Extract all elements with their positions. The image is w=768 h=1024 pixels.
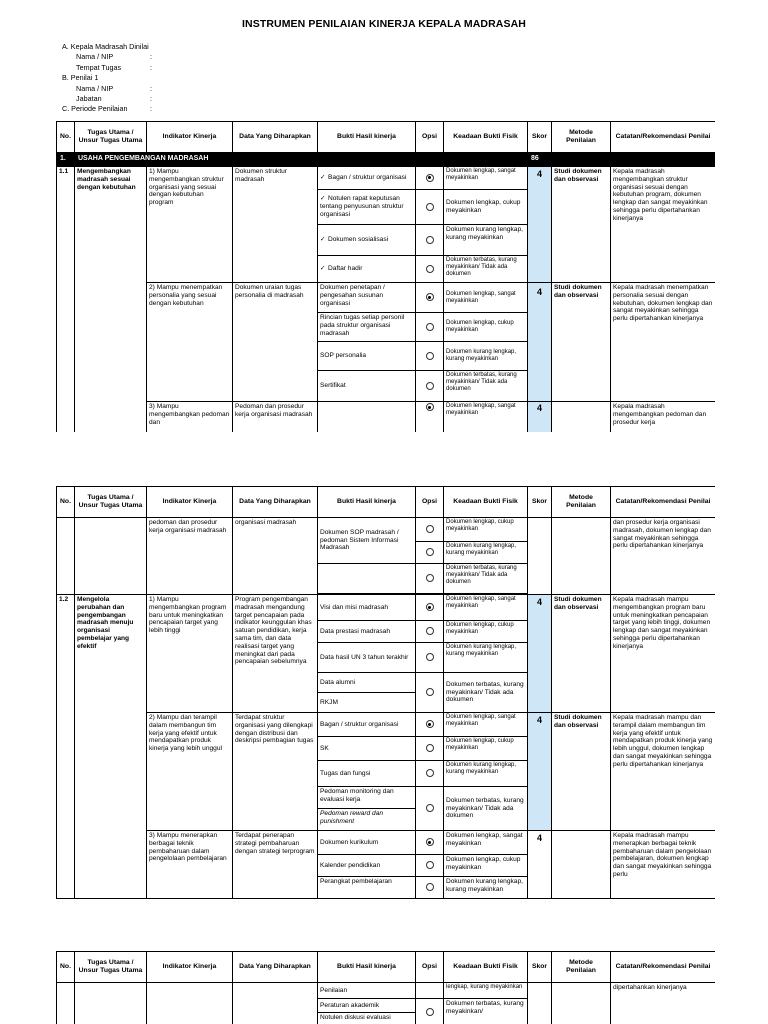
option-cell[interactable] bbox=[416, 313, 444, 342]
check-icon: ✓ bbox=[320, 265, 326, 273]
evidence-item bbox=[318, 167, 416, 190]
condition-text: Dokumen lengkap, sangat meyakinkan bbox=[444, 713, 528, 737]
evidence-item: Peraturan akademik bbox=[318, 999, 416, 1013]
condition-text: Dokumen lengkap, sangat meyakinkan bbox=[444, 595, 528, 621]
expected-data: Dokumen uraian tugas personalia di madrasah bbox=[233, 283, 318, 402]
evidence-item: RKJM bbox=[318, 693, 416, 713]
condition-text: Dokumen lengkap, cukup meyakinkan bbox=[444, 621, 528, 643]
evidence-item: Rincian tugas setiap personil pada struktur organisasi madrasah bbox=[318, 313, 416, 342]
condition-text: lengkap, kurang meyakinkan bbox=[444, 983, 528, 999]
header-indikator: Indikator Kinerja bbox=[147, 487, 233, 518]
score-cell bbox=[528, 983, 552, 1024]
label-jabatan: Jabatan bbox=[76, 94, 102, 104]
header-data: Data Yang Diharapkan bbox=[233, 122, 318, 153]
score-value: 4 bbox=[528, 831, 552, 899]
expected-data: Program pengembangan madrasah mengandung target pencapaian pada indikator keunggulan khas satuan pendidikan, kerja sama tim, dan data realisasi target yang meningkat dari pada pencapaian sebelumnya bbox=[233, 595, 318, 713]
header-catatan: Catatan/Rekomendasi Penilai bbox=[611, 952, 716, 983]
check-icon: ✓ bbox=[320, 236, 326, 244]
indicator-number: 3) bbox=[149, 403, 155, 410]
option-cell[interactable] bbox=[416, 621, 444, 643]
condition-text: Dokumen lengkap, sangat meyakinkan bbox=[444, 167, 528, 190]
method-text: Studi dokumen dan observasi bbox=[552, 283, 611, 402]
radio-selected-icon[interactable] bbox=[426, 403, 434, 411]
method-text bbox=[552, 831, 611, 899]
option-cell[interactable] bbox=[416, 877, 444, 899]
evidence-item bbox=[318, 190, 416, 225]
label-c: C. Periode Penilaian bbox=[62, 104, 128, 114]
option-cell[interactable] bbox=[416, 999, 444, 1024]
indicator-label: Mampu mengembangkan program baru untuk meningkatkan pencapaian target yang lebih tinggi bbox=[149, 596, 227, 635]
condition-text: Dokumen lengkap, sangat meyakinkan bbox=[444, 831, 528, 855]
indicator-label: Mampu mengembangkan pedoman dan bbox=[149, 403, 230, 426]
radio-icon[interactable] bbox=[426, 688, 434, 696]
evidence-item: Pedoman monitoring dan evaluasi kerja bbox=[318, 787, 416, 809]
evidence-item: Dokumen SOP madrasah / pedoman Sistem Informasi Madrasah bbox=[318, 518, 416, 564]
recommendation-text: Kepala madrasah mampu menerapkan berbagai teknik pembaharuan dalam pengelolaan pembelajaran, dokumen lengkap dan sangat meyakinkan sehingga perlu bbox=[611, 831, 716, 899]
radio-selected-icon[interactable] bbox=[426, 293, 434, 301]
header-keadaan: Keadaan Bukti Fisik bbox=[444, 952, 528, 983]
condition-text: Dokumen kurang lengkap, kurang meyakinkan bbox=[444, 643, 528, 673]
evidence-item: SK bbox=[318, 737, 416, 761]
header-opsi: Opsi bbox=[416, 952, 444, 983]
row-tugas bbox=[75, 983, 147, 1024]
option-cell[interactable] bbox=[416, 371, 444, 402]
radio-icon[interactable] bbox=[426, 1008, 434, 1016]
check-icon: ✓ bbox=[320, 174, 326, 182]
evidence-label: Dokumen sosialisasi bbox=[328, 236, 389, 244]
condition-text: Dokumen lengkap, cukup meyakinkan bbox=[444, 313, 528, 342]
radio-icon[interactable] bbox=[426, 653, 434, 661]
recommendation-text: dan prosedur kerja organisasi madrasah, dokumen lengkap dan sangat meyakinkan sehingga perlu dipertahankan kinerjanya bbox=[611, 518, 716, 595]
colon: : bbox=[150, 52, 152, 62]
row-tugas: Mengelola perubahan dan pengembangan madrasah menuju organisasi pembelajar yang efektif bbox=[75, 595, 147, 899]
option-cell[interactable] bbox=[416, 787, 444, 831]
header-metode: Metode Penilaian bbox=[552, 487, 611, 518]
header-tugas: Tugas Utama / Unsur Tugas Utama bbox=[75, 122, 147, 153]
header-metode: Metode Penilaian bbox=[552, 952, 611, 983]
radio-selected-icon[interactable] bbox=[426, 720, 434, 728]
expected-data: organisasi madrasah bbox=[233, 518, 318, 595]
colon: : bbox=[150, 104, 152, 114]
condition-text: Dokumen kurang lengkap, kurang meyakinkan bbox=[444, 761, 528, 787]
evidence-item: Bagan / struktur organisasi bbox=[318, 713, 416, 737]
label-a: A. Kepala Madrasah Dinilai bbox=[62, 42, 149, 51]
header-keadaan: Keadaan Bukti Fisik bbox=[444, 122, 528, 153]
indicator-label: Mampu dan terampil dalam membangun tim kerja yang efektif untuk mendapatkan produk kinerja yang lebih unggul bbox=[149, 714, 222, 753]
option-cell[interactable] bbox=[416, 643, 444, 673]
option-cell[interactable] bbox=[416, 518, 444, 542]
condition-text: Dokumen terbatas, kurang meyakinkan/ Tidak ada dokumen bbox=[444, 564, 528, 594]
score-value: 4 bbox=[528, 283, 552, 402]
indicator-text bbox=[147, 402, 233, 433]
option-cell[interactable] bbox=[416, 190, 444, 225]
radio-selected-icon[interactable] bbox=[426, 603, 434, 611]
radio-icon[interactable] bbox=[426, 382, 434, 390]
condition-text: Dokumen kurang lengkap, kurang meyakinkan bbox=[444, 877, 528, 899]
score-value: 4 bbox=[528, 167, 552, 283]
radio-icon[interactable] bbox=[426, 265, 434, 273]
condition-text: Dokumen terbatas, kurang meyakinkan/ Tidak ada dokumen bbox=[444, 787, 528, 831]
radio-icon[interactable] bbox=[426, 525, 434, 533]
indicator-number: 2) bbox=[149, 284, 155, 291]
evidence-label: Daftar hadir bbox=[328, 265, 363, 273]
radio-icon[interactable] bbox=[426, 574, 434, 582]
evidence-item: Dokumen kurikulum bbox=[318, 831, 416, 855]
label-tempat: Tempat Tugas bbox=[76, 62, 122, 72]
header-no: No. bbox=[57, 487, 75, 518]
header-no: No. bbox=[57, 122, 75, 153]
header-data: Data Yang Diharapkan bbox=[233, 952, 318, 983]
recommendation-text: Kepala madrasah mampu mengembangkan program baru untuk meningkatkan pencapaian target yang lebih tinggi, dokumen lengkap dan sangat meyakinkan sehingga perlu dipertahankan kinerjanya bbox=[611, 595, 716, 713]
expected-data: Pedoman dan prosedur kerja organisasi madrasah bbox=[233, 402, 318, 433]
option-cell[interactable] bbox=[416, 256, 444, 283]
radio-icon[interactable] bbox=[426, 861, 434, 869]
condition-text: Dokumen lengkap, sangat meyakinkan bbox=[444, 402, 528, 433]
option-cell[interactable] bbox=[416, 225, 444, 256]
evidence-item: Notulen diskusi evaluasi bbox=[318, 1013, 416, 1024]
indicator-number: 1) bbox=[149, 168, 155, 175]
option-cell[interactable] bbox=[416, 402, 444, 433]
evidence-item: Visi dan misi madrasah bbox=[318, 595, 416, 621]
recommendation-text: Kepala madrasah mengembangkan pedoman dan prosedur kerja bbox=[611, 402, 716, 433]
indicator-text bbox=[147, 831, 233, 899]
row-tugas bbox=[75, 518, 147, 595]
condition-text: Dokumen lengkap, sangat meyakinkan bbox=[444, 283, 528, 313]
indicator-text bbox=[147, 713, 233, 831]
condition-text: Dokumen lengkap, cukup meyakinkan bbox=[444, 737, 528, 761]
header-no: No. bbox=[57, 952, 75, 983]
header-opsi: Opsi bbox=[416, 487, 444, 518]
evidence-item: Tugas dan fungsi bbox=[318, 761, 416, 787]
row-no: 1.2 bbox=[57, 595, 75, 899]
radio-icon[interactable] bbox=[426, 323, 434, 331]
label-b: B. Penilai 1 bbox=[62, 73, 99, 83]
method-text bbox=[552, 518, 611, 595]
radio-icon[interactable] bbox=[426, 352, 434, 360]
evidence-item bbox=[318, 402, 416, 433]
evidence-item: Kalender pendidikan bbox=[318, 855, 416, 877]
condition-text: Dokumen lengkap, cukup meyakinkan bbox=[444, 518, 528, 542]
evidence-label: Bagan / struktur organisasi bbox=[328, 174, 407, 182]
header-indikator: Indikator Kinerja bbox=[147, 952, 233, 983]
score-value: 4 bbox=[528, 713, 552, 831]
option-cell[interactable] bbox=[416, 167, 444, 190]
expected-data: Terdapat struktur organisasi yang dilengkapi dengan distribusi dan deskripsi pembagian tugas bbox=[233, 713, 318, 831]
option-cell[interactable] bbox=[416, 342, 444, 371]
score-value: 4 bbox=[528, 402, 552, 433]
row-tugas: Mengembangkan madrasah sesuai dengan kebutuhan bbox=[75, 167, 147, 433]
recommendation-text: Kepala madrasah menempatkan personalia sesuai dengan kebutuhan, dokumen lengkap dan sangat meyakinkan sehingga perlu dipertahankan kinerjanya bbox=[611, 283, 716, 402]
row-no bbox=[57, 518, 75, 595]
evidence-item: Data hasil UN 3 tahun terakhir bbox=[318, 643, 416, 673]
identity-block bbox=[62, 42, 160, 115]
radio-icon[interactable] bbox=[426, 744, 434, 752]
radio-icon[interactable] bbox=[426, 548, 434, 556]
indicator-text bbox=[147, 167, 233, 283]
method-text bbox=[552, 983, 611, 1024]
recommendation-text: Kepala madrasah mampu dan terampil dalam membangun tim kerja yang efektif untuk mendapatkan produk kinerja yang lebih unggul, dokumen lengkap dan sangat meyakinkan sehingga perlu dipertahankan kinerjanya bbox=[611, 713, 716, 831]
label-nama-nip: Nama / NIP bbox=[76, 52, 114, 62]
method-text: Studi dokumen dan observasi bbox=[552, 595, 611, 713]
evidence-item: SOP personalia bbox=[318, 342, 416, 371]
section-no: 1. bbox=[57, 153, 75, 167]
table-page-1 bbox=[56, 121, 715, 432]
evidence-item: Dokumen penetapan / pengesahan susunan organisasi bbox=[318, 283, 416, 313]
recommendation-text: dipertahankan kinerjanya bbox=[611, 983, 716, 1024]
radio-icon[interactable] bbox=[426, 769, 434, 777]
evidence-item: Pedoman reward dan punishment bbox=[318, 809, 416, 831]
section-score: 86 bbox=[528, 153, 552, 167]
evidence-item bbox=[318, 256, 416, 283]
score-value: 4 bbox=[528, 595, 552, 713]
header-bukti: Bukti Hasil kinerja bbox=[318, 122, 416, 153]
header-bukti: Bukti Hasil kinerja bbox=[318, 952, 416, 983]
evidence-item: Sertifikat bbox=[318, 371, 416, 402]
indicator-number: 1) bbox=[149, 596, 155, 603]
radio-icon[interactable] bbox=[426, 883, 434, 891]
condition-text: Dokumen lengkap, cukup meyakinkan bbox=[444, 190, 528, 225]
section-fill bbox=[552, 153, 716, 167]
expected-data: Terdapat penerapan strategi pembaharuan dengan strategi terprogram bbox=[233, 831, 318, 899]
radio-selected-icon[interactable] bbox=[426, 174, 434, 182]
radio-icon[interactable] bbox=[426, 236, 434, 244]
option-cell[interactable] bbox=[416, 713, 444, 737]
header-opsi: Opsi bbox=[416, 122, 444, 153]
colon: : bbox=[150, 94, 152, 104]
document-title: INSTRUMEN PENILAIAN KINERJA KEPALA MADRASAH bbox=[242, 18, 526, 30]
radio-selected-icon[interactable] bbox=[426, 838, 434, 846]
indicator-text bbox=[147, 595, 233, 713]
header-data: Data Yang Diharapkan bbox=[233, 487, 318, 518]
evidence-item: Data prestasi madrasah bbox=[318, 621, 416, 643]
header-bukti: Bukti Hasil kinerja bbox=[318, 487, 416, 518]
condition-text: Dokumen kurang lengkap, kurang meyakinkan bbox=[444, 342, 528, 371]
indicator-number: 2) bbox=[149, 714, 155, 721]
header-indikator: Indikator Kinerja bbox=[147, 122, 233, 153]
header-tugas: Tugas Utama / Unsur Tugas Utama bbox=[75, 487, 147, 518]
method-text bbox=[552, 402, 611, 433]
radio-icon[interactable] bbox=[426, 203, 434, 211]
score-cell bbox=[528, 518, 552, 595]
indicator-label: Mampu menerapkan berbagai teknik pembaharuan dalam pengelolaan pembelajaran bbox=[149, 832, 227, 863]
condition-text: Dokumen terbatas, kurang meyakinkan/ bbox=[444, 999, 528, 1024]
condition-text: Dokumen kurang lengkap, kurang meyakinkan bbox=[444, 225, 528, 256]
condition-text: Dokumen terbatas, kurang meyakinkan/ Tidak ada dokumen bbox=[444, 673, 528, 713]
option-cell[interactable] bbox=[416, 831, 444, 855]
radio-icon[interactable] bbox=[426, 804, 434, 812]
header-tugas: Tugas Utama / Unsur Tugas Utama bbox=[75, 952, 147, 983]
table-page-2 bbox=[56, 486, 715, 910]
indicator-text bbox=[147, 983, 233, 1024]
indicator-text bbox=[147, 283, 233, 402]
option-cell[interactable] bbox=[416, 761, 444, 787]
colon: : bbox=[150, 83, 152, 93]
indicator-number: 3) bbox=[149, 832, 155, 839]
header-skor: Skor bbox=[528, 487, 552, 518]
condition-text: Dokumen terbatas, kurang meyakinkan/ Tidak ada dokumen bbox=[444, 256, 528, 283]
option-cell[interactable] bbox=[416, 737, 444, 761]
evidence-item bbox=[318, 225, 416, 256]
radio-icon[interactable] bbox=[426, 627, 434, 635]
recommendation-text: Kepala madrasah mengembangkan struktur organisasi sesuai dengan kebutuhan program, dokumen lengkap dan sangat meyakinkan sehingga perlu dipertahankan kinerjanya bbox=[611, 167, 716, 283]
header-skor: Skor bbox=[528, 122, 552, 153]
option-cell[interactable] bbox=[416, 595, 444, 621]
option-cell[interactable] bbox=[416, 564, 444, 594]
evidence-label: Notulen rapat keputusan tentang penyusunan struktur organisasi bbox=[320, 195, 404, 218]
option-cell[interactable] bbox=[416, 673, 444, 713]
expected-data bbox=[233, 983, 318, 1024]
method-text: Studi dokumen dan observasi bbox=[552, 713, 611, 831]
header-skor: Skor bbox=[528, 952, 552, 983]
indicator-label: Mampu menempatkan personalia yang sesuai dengan kebutuhan bbox=[149, 284, 223, 307]
header-catatan: Catatan/Rekomendasi Penilai bbox=[611, 122, 716, 153]
condition-text: Dokumen terbatas, kurang meyakinkan/ Tidak ada dokumen bbox=[444, 371, 528, 402]
option-cell[interactable] bbox=[416, 855, 444, 877]
evidence-item: Data alumni bbox=[318, 673, 416, 693]
option-cell[interactable] bbox=[416, 283, 444, 313]
header-catatan: Catatan/Rekomendasi Penilai bbox=[611, 487, 716, 518]
evidence-item bbox=[318, 564, 416, 594]
colon: : bbox=[150, 62, 152, 72]
row-no bbox=[57, 983, 75, 1024]
table-page-3 bbox=[56, 951, 715, 1024]
option-cell[interactable] bbox=[416, 542, 444, 564]
indicator-text: pedoman dan prosedur kerja organisasi madrasah bbox=[147, 518, 233, 595]
evidence-item: Penilaian bbox=[318, 983, 416, 999]
option-cell[interactable] bbox=[416, 983, 444, 999]
check-icon: ✓ bbox=[320, 195, 326, 203]
label-nama-nip-penilai: Nama / NIP bbox=[76, 83, 114, 93]
section-label: USAHA PENGEMBANGAN MADRASAH bbox=[75, 153, 528, 167]
condition-text: Dokumen kurang lengkap, kurang meyakinkan bbox=[444, 542, 528, 564]
indicator-label: Mampu mengembangkan struktur organisasi yang sesuai dengan kebutuhan program bbox=[149, 168, 224, 207]
condition-text: Dokumen lengkap, cukup meyakinkan bbox=[444, 855, 528, 877]
header-metode: Metode Penilaian bbox=[552, 122, 611, 153]
evidence-item: Perangkat pembelajaran bbox=[318, 877, 416, 899]
header-keadaan: Keadaan Bukti Fisik bbox=[444, 487, 528, 518]
method-text: Studi dokumen dan observasi bbox=[552, 167, 611, 283]
row-no: 1.1 bbox=[57, 167, 75, 433]
expected-data: Dokumen struktur madrasah bbox=[233, 167, 318, 283]
